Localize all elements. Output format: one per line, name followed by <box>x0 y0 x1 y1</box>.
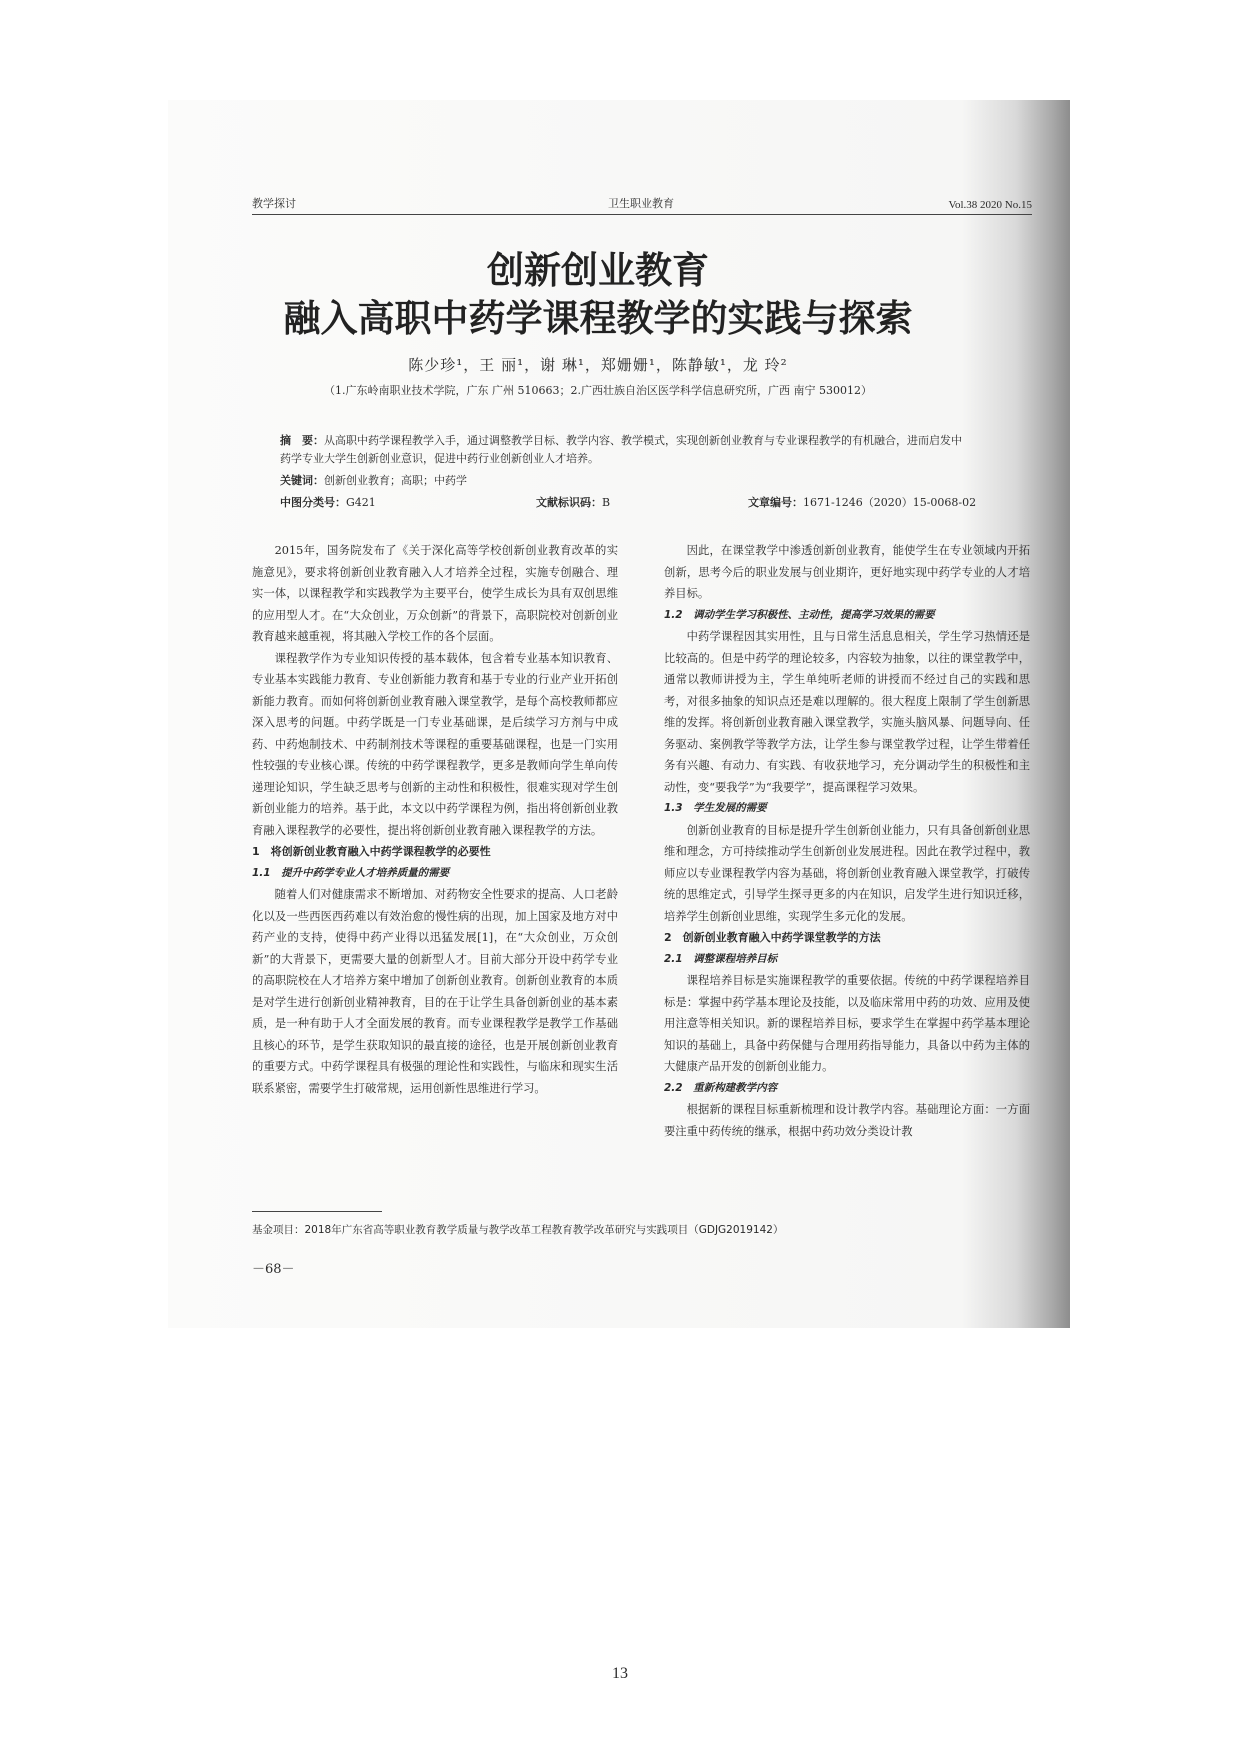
abstract <box>280 432 964 468</box>
scanned-page <box>168 100 1070 1328</box>
header-volume: Vol.38 2020 No.15 <box>948 199 1032 211</box>
article-number: 文章编号：1671-1246（2020）15-0068-02 <box>748 496 977 509</box>
abstract-label: 摘 要： <box>280 434 324 447</box>
paragraph: 2015年，国务院发布了《关于深化高等学校创新创业教育改革的实施意见》，要求将创新创业教育融入人才培养全过程，实施专创融合、理实一体，以课程教学和实践教学为主要平台，使学生成长为具有双创思维的应用型人才。在“大众创业，万众创新”的背景下，高职院校对创新创业教育越来越重视，将其融入学校工作的各个层面。 <box>252 544 618 643</box>
funding-footnote: 基金项目：2018年广东省高等职业教育教学质量与教学改革工程教育教学改革研究与实践项目（GDJG2019142） <box>252 1224 784 1236</box>
header-journal: 卫生职业教育 <box>608 197 674 210</box>
journal-page-number: －68－ <box>252 1262 295 1277</box>
clc-number: 中图分类号：G421 <box>280 496 376 509</box>
paragraph: 随着人们对健康需求不断增加、对药物安全性要求的提高、人口老龄化以及一些西医西药难以有效治愈的慢性病的出现，加上国家及地方对中药产业的支持，使得中药产业得以迅猛发展[1]，在“大众创业，万众创新”的大背景下，更需要大量的创新型人才。目前大部分开设中药学专业的高职院校在人才培养方案中增加了创新创业教育。创新创业教育的本质是对学生进行创新创业精神教育，目的在于让学生具备创新创业的基本素质，是一种有助于人才全面发展的教育。而专业课程教学是教学工作基础且核心的环节，是学生获取知识的最直接的途径，也是开展创新创业教育的重要方式。中药学课程具有极强的理论性和实践性，与临床和现实生活联系紧密，需要学生打破常规，运用创新性思维进行学习。 <box>252 888 618 1095</box>
paragraph: 课程教学作为专业知识传授的基本载体，包含着专业基本知识教育、专业基本实践能力教育、专业创新能力教育和基于专业的行业产业开拓创新能力教育。而如何将创新创业教育融入课堂教学，是每个高校教师都应深入思考的问题。中药学既是一门专业基础课，是后续学习方剂与中成药、中药炮制技术、中药制剂技术等课程的重要基础课程，也是一门实用性较强的专业核心课。传统的中药学课程教学，更多是教师向学生单向传递理论知识，学生缺乏思考与创新的主动性和积极性，很难实现对学生创新创业能力的培养。基于此，本文以中药学课程为例，指出将创新创业教育融入课程教学的必要性，提出将创新创业教育融入课程教学的方法。 <box>252 651 618 837</box>
article-title-line2: 融入高职中药学课程教学的实践与探索 <box>283 297 913 340</box>
subsection-heading: 1.1 提升中药学专业人才培养质量的需要 <box>252 866 450 879</box>
subsection-heading: 1.3 学生发展的需要 <box>664 802 767 814</box>
section-heading: 2 创新创业教育融入中药学课堂教学的方法 <box>664 931 881 944</box>
subsection-heading: 1.2 调动学生学习积极性、主动性，提高学习效果的需要 <box>664 608 935 621</box>
paragraph: 创新创业教育的目标是提升学生创新创业能力，只有具备创新创业思维和理念，方可持续推动学生创新创业发展进程。因此在教学过程中，教师应以专业课程教学内容为基础，将创新创业教育融入课堂教学，打破传统的思维定式，引导学生探寻更多的内在知识，启发学生进行知识迁移，培养学生创新创业思维，实现学生多元化的发展。 <box>664 823 1030 923</box>
article-title-line1: 创新创业教育 <box>487 249 709 292</box>
footnote-rule <box>252 1211 382 1212</box>
subsection-heading: 2.2 重新构建教学内容 <box>664 1081 778 1094</box>
abstract-text: 从高职中药学课程教学入手，通过调整教学目标、教学内容、教学模式，实现创新创业教育与专业课程教学的有机融合，进而启发中药学专业大学生创新创业意识，促进中药行业创新创业人才培养。 <box>280 434 962 465</box>
paragraph: 根据新的课程目标重新梳理和设计教学内容。基础理论方面：一方面要注重中药传统的继承，根据中药功效分类设计教 <box>664 1103 1030 1138</box>
left-column <box>252 540 618 1099</box>
doc-code: 文献标识码：B <box>536 496 611 509</box>
paragraph: 中药学课程因其实用性，且与日常生活息息相关，学生学习热情还是比较高的。但是中药学的理论较多，内容较为抽象，以往的课堂教学中，通常以教师讲授为主，学生单纯听老师的讲授而不经过自己的实践和思考，对很多抽象的知识点还是难以理解的。很大程度上限制了学生创新思维的发挥。将创新创业教育融入课堂教学，实施头脑风暴、问题导向、任务驱动、案例教学等教学方法，让学生参与课堂教学过程，让学生带着任务有兴趣、有动力、有实践、有收获地学习，充分调动学生的积极性和主动性，变“要我学”为“我要学”，提高课程学习效果。 <box>664 630 1030 794</box>
affiliation: （1.广东岭南职业技术学院，广东 广州 510663；2.广西壮族自治区医学科学信息研究所，广西 南宁 530012） <box>324 384 872 397</box>
paragraph: 因此，在课堂教学中渗透创新创业教育，能使学生在专业领域内开拓创新，思考今后的职业发展与创业期许，更好地实现中药学专业的人才培养目标。 <box>664 544 1030 600</box>
subsection-heading: 2.1 调整课程培养目标 <box>664 952 778 965</box>
section-heading: 1 将创新创业教育融入中药学课程教学的必要性 <box>252 845 491 858</box>
page-number: 13 <box>612 1665 628 1682</box>
keywords <box>280 472 964 490</box>
keywords-label: 关键词： <box>280 474 324 487</box>
header-section: 教学探讨 <box>252 197 296 210</box>
paragraph: 课程培养目标是实施课程教学的重要依据。传统的中药学课程培养目标是：掌握中药学基本理论及技能，以及临床常用中药的功效、应用及使用注意等相关知识。新的课程培养目标，要求学生在掌握中药学基本理论知识的基础上，具备中药保健与合理用药指导能力，具备以中药为主体的大健康产品开发的创新创业能力。 <box>664 974 1030 1073</box>
right-column <box>664 540 1030 1142</box>
running-header <box>252 194 1032 215</box>
authors: 陈少珍¹，王 丽¹，谢 琳¹，郑姗姗¹，陈静敏¹，龙 玲² <box>408 356 788 374</box>
keywords-text: 创新创业教育；高职；中药学 <box>324 474 467 487</box>
